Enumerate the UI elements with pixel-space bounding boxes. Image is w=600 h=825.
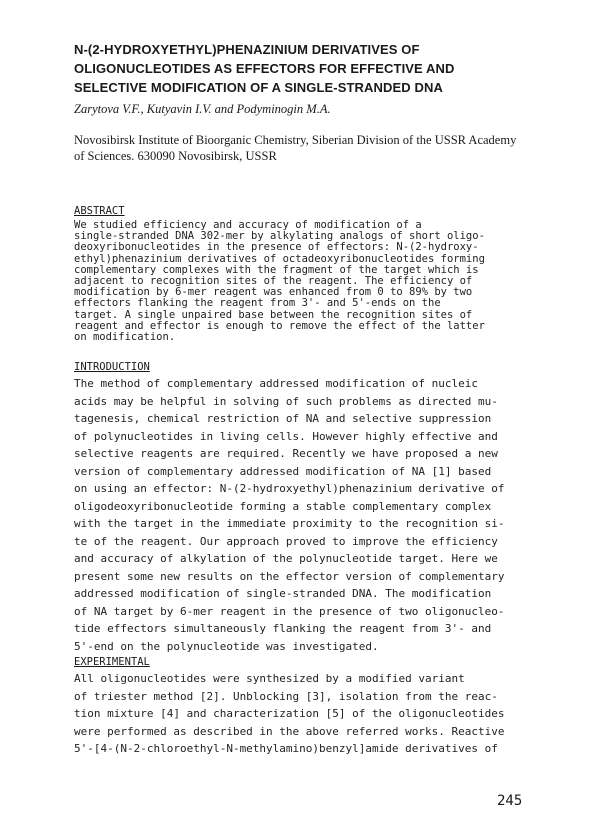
introduction-line: version of complementary addressed modification of NA [1] based — [74, 464, 492, 478]
introduction-text — [74, 375, 514, 655]
introduction-line: addressed modification of single-stranded DNA. The modification — [74, 587, 492, 600]
experimental-line: of triester method [2]. Unblocking [3], isolation from the reac- — [74, 689, 498, 703]
introduction-line: of polynucleotides in living cells. However highly effective and — [74, 429, 498, 443]
affiliation-line: Novosibirsk Institute of Bioorganic Chemistry, Siberian Division of the USSR Academy — [74, 133, 517, 147]
introduction-heading: INTRODUCTION — [74, 361, 150, 373]
abstract-line: target. A single unpaired base between the recognition sites of — [74, 309, 473, 321]
abstract-line: adjacent to recognition sites of the reagent. The efficiency of — [74, 275, 473, 287]
title-line: N-(2-HYDROXYETHYL)PHENAZINIUM DERIVATIVES OF — [74, 42, 420, 57]
introduction-line: on using an effector: N-(2-hydroxyethyl)phenazinium derivative of — [74, 482, 505, 495]
abstract-line: ethyl)phenazinium derivatives of octadeoxyribonucleotides forming — [74, 253, 485, 265]
introduction-line: with the target in the immediate proximity to the recognition si- — [74, 517, 505, 530]
abstract-line: We studied efficiency and accuracy of modification of a — [74, 220, 422, 231]
abstract-line: modification by 6-mer reagent was enhanced from 0 to 89% by two — [74, 287, 473, 299]
abstract-heading: ABSTRACT — [74, 205, 125, 217]
affiliation — [74, 132, 544, 164]
abstract-line: effectors flanking the reagent from 3'- and 5'-ends on the — [74, 298, 441, 310]
authors: Zarytova V.F., Kutyavin I.V. and Podyminogin M.A. — [74, 102, 331, 116]
introduction-line: 5'-end on the polynucleotide was investigated. — [74, 639, 379, 653]
introduction-line: of NA target by 6-mer reagent in the presence of two oligonucleo- — [74, 604, 505, 618]
introduction-line: tide effectors simultaneously flanking the reagent from 3'- and — [74, 622, 492, 635]
introduction-line: acids may be helpful in solving of such problems as directed mu- — [74, 394, 498, 408]
experimental-text — [74, 670, 514, 758]
introduction-line: The method of complementary addressed modification of nucleic — [74, 377, 478, 390]
affiliation-line: of Sciences. 630090 Novosibirsk, USSR — [74, 149, 277, 163]
experimental-line: 5'-[4-(N-2-chloroethyl-N-methylamino)benzyl]amide derivatives of — [74, 742, 498, 755]
abstract-line: reagent and effector is enough to remove the effect of the latter — [74, 320, 485, 332]
introduction-line: and accuracy of alkylation of the polynucleotide target. Here we — [74, 552, 498, 565]
page-number: 245 — [497, 793, 523, 809]
abstract-line: complementary complexes with the fragment of the target which is — [74, 264, 479, 276]
experimental-heading: EXPERIMENTAL — [74, 656, 150, 668]
paper-title — [74, 40, 544, 97]
abstract-text — [74, 220, 514, 343]
introduction-line: tagenesis, chemical restriction of NA and selective suppression — [74, 412, 492, 425]
abstract-line: single-stranded DNA 302-mer by alkylating analogs of short oligo- — [74, 231, 485, 243]
experimental-line: tion mixture [4] and characterization [5] of the oligonucleotides — [74, 707, 505, 720]
abstract-line: on modification. — [74, 331, 176, 343]
introduction-line: oligodeoxyribonucleotide forming a stable complementary complex — [74, 499, 492, 513]
introduction-line: te of the reagent. Our approach proved to improve the efficiency — [74, 534, 498, 548]
title-line: OLIGONUCLEOTIDES AS EFFECTORS FOR EFFECTIVE AND — [74, 61, 455, 76]
abstract-line: deoxyribonucleotides in the presence of effectors: N-(2-hydroxy- — [74, 242, 479, 254]
experimental-line: All oligonucleotides were synthesized by a modified variant — [74, 672, 465, 685]
introduction-line: selective reagents are required. Recently we have proposed a new — [74, 447, 498, 460]
experimental-line: were performed as described in the above referred works. Reactive — [74, 724, 505, 738]
introduction-line: present some new results on the effector version of complementary — [74, 569, 505, 583]
title-line: SELECTIVE MODIFICATION OF A SINGLE-STRANDED DNA — [74, 80, 443, 95]
